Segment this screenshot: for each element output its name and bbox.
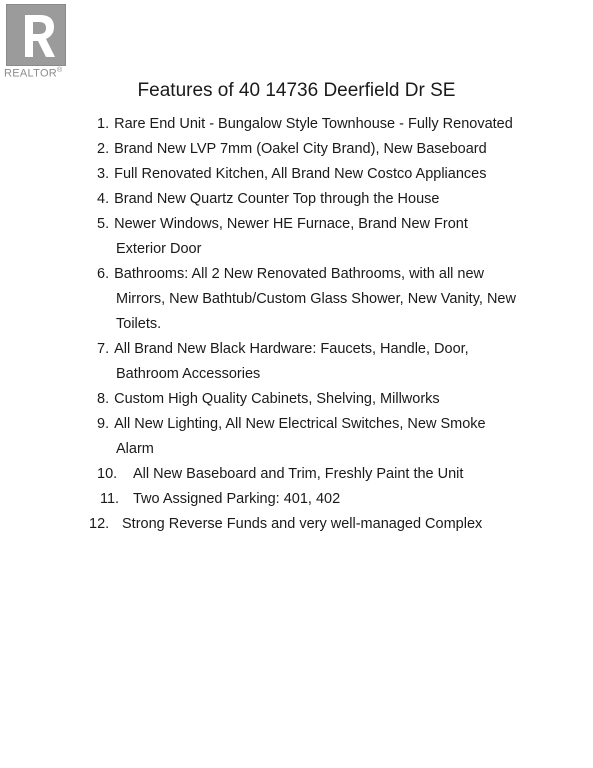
realtor-r-logo-icon	[6, 4, 66, 66]
feature-number: 5.	[97, 216, 110, 232]
feature-text: Rare End Unit - Bungalow Style Townhouse - Fully Renovated	[114, 116, 513, 132]
feature-item	[97, 262, 484, 287]
feature-item-continuation: Exterior Door	[116, 241, 202, 257]
feature-number: 12.	[89, 516, 110, 532]
feature-number: 4.	[97, 191, 110, 207]
feature-number: 6.	[97, 266, 110, 282]
feature-number: 1.	[97, 116, 110, 132]
feature-text: All Brand New Black Hardware: Faucets, Handle, Door,	[114, 341, 469, 357]
feature-item	[97, 337, 469, 362]
feature-text: Full Renovated Kitchen, All Brand New Costco Appliances	[114, 166, 487, 182]
feature-text: Bathrooms: All 2 New Renovated Bathrooms, with all new	[114, 266, 485, 282]
feature-item	[97, 387, 440, 412]
feature-item-continuation: Alarm	[116, 441, 154, 457]
realtor-wordmark: REALTOR®	[4, 67, 63, 80]
feature-text: Two Assigned Parking: 401, 402	[133, 491, 341, 507]
feature-text: Strong Reverse Funds and very well-managed Complex	[122, 516, 483, 532]
feature-item	[97, 187, 439, 212]
feature-item	[89, 512, 483, 537]
feature-item	[97, 112, 513, 137]
feature-text: Brand New Quartz Counter Top through the House	[114, 191, 440, 207]
feature-number: 10.	[97, 466, 118, 482]
feature-text: Custom High Quality Cabinets, Shelving, Millworks	[114, 391, 440, 407]
feature-number: 11.	[100, 491, 120, 507]
feature-number: 2.	[97, 141, 110, 157]
feature-item-continuation: Toilets.	[116, 316, 162, 332]
feature-number: 9.	[97, 416, 110, 432]
feature-item-continuation: Bathroom Accessories	[116, 366, 261, 382]
feature-text: Brand New LVP 7mm (Oakel City Brand), New Baseboard	[114, 141, 487, 157]
document-title: Features of 40 14736 Deerfield Dr SE	[137, 80, 456, 101]
feature-item-continuation: Mirrors, New Bathtub/Custom Glass Shower, New Vanity, New	[116, 291, 516, 307]
feature-item	[97, 412, 486, 437]
realtor-logo	[4, 4, 72, 82]
feature-item	[97, 462, 464, 487]
feature-item	[97, 212, 468, 237]
feature-number: 8.	[97, 391, 110, 407]
feature-text: All New Baseboard and Trim, Freshly Paint the Unit	[133, 466, 464, 482]
feature-number: 3.	[97, 166, 110, 182]
feature-item	[100, 487, 341, 512]
feature-text: Newer Windows, Newer HE Furnace, Brand New Front	[114, 216, 468, 232]
feature-number: 7.	[97, 341, 110, 357]
feature-item	[97, 162, 486, 187]
feature-text: All New Lighting, All New Electrical Switches, New Smoke	[114, 416, 486, 432]
feature-item	[97, 137, 487, 162]
